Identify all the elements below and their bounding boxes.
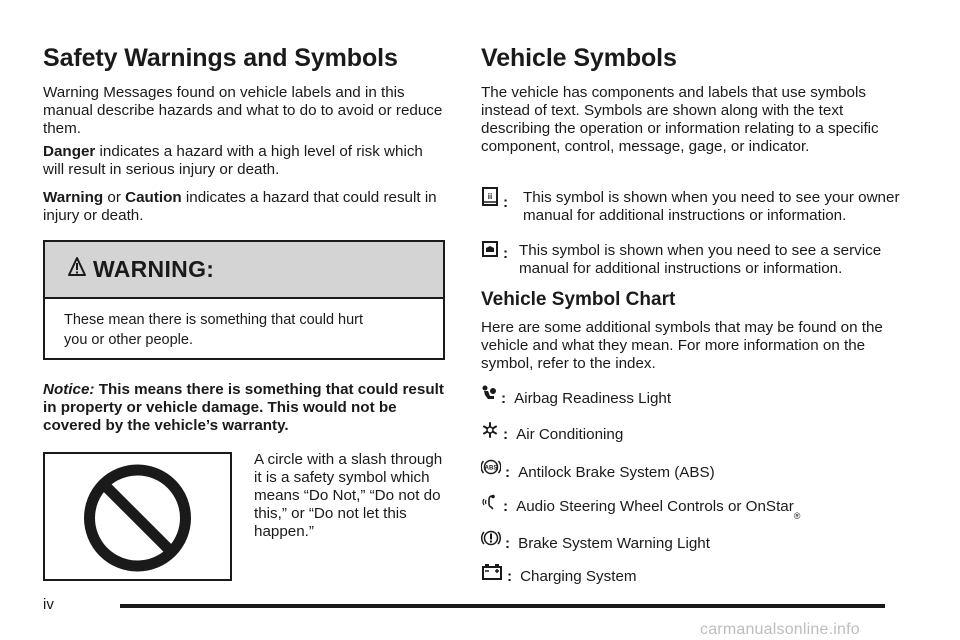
- battery-icon: [481, 563, 503, 586]
- page-number: iv: [43, 596, 54, 613]
- symbol-label: Brake System Warning Light: [518, 535, 710, 552]
- warning-triangle-icon: [67, 256, 87, 283]
- owner-manual-text: [523, 189, 903, 225]
- footer-rule: [120, 604, 885, 608]
- symbol-label: Audio Steering Wheel Controls or OnStar: [516, 498, 794, 515]
- symbol-label: Airbag Readiness Light: [514, 390, 672, 407]
- section-title-safety: Safety Warnings and Symbols: [43, 44, 398, 72]
- owner-manual-desc: This symbol is shown when you need to see your owner manual for additional instructions or information.: [523, 189, 900, 224]
- watermark: carmanualsonline.info: [700, 621, 860, 638]
- notice-label: Notice:: [43, 381, 95, 398]
- danger-text: indicates a hazard with a high level of risk which will result in serious injury or death.: [43, 143, 423, 178]
- or-text: or: [103, 189, 126, 206]
- warning-paragraph: [43, 189, 448, 225]
- brake-warning-icon: [481, 528, 501, 553]
- warning-box-body: [45, 299, 443, 350]
- section-title-vehicle-symbols: Vehicle Symbols: [481, 44, 677, 72]
- steering-wheel-audio-icon: [481, 493, 499, 516]
- vehicle-symbol-chart-title: Vehicle Symbol Chart: [481, 289, 676, 310]
- colon: :: [505, 535, 511, 552]
- symbol-row: : Audio Steering Wheel Controls or OnStar ®: [481, 493, 800, 516]
- symbol-row: [481, 385, 671, 408]
- warning-text: indicates a hazard that could result in injury or death.: [43, 189, 437, 224]
- notice-paragraph: [43, 381, 448, 435]
- symbol-label: Antilock Brake System (ABS): [518, 464, 715, 481]
- warning-box: [43, 240, 445, 360]
- colon: :: [507, 568, 513, 585]
- symbol-label: Charging System: [520, 568, 637, 585]
- symbol-row: [481, 563, 637, 586]
- symbol-row: [481, 457, 715, 482]
- danger-paragraph: [43, 143, 423, 179]
- air-conditioning-icon: [481, 421, 499, 444]
- intro-paragraph: Warning Messages found on vehicle labels and in this manual describe hazards and what to do to avoid or reduce them.: [43, 84, 443, 137]
- colon: :: [503, 498, 509, 515]
- warning-body-line1: These mean there is something that could hurt: [64, 312, 364, 328]
- symbol-row: [481, 421, 623, 444]
- warning-box-title: WARNING:: [93, 256, 215, 282]
- warning-box-header: [45, 242, 443, 299]
- colon: :: [503, 245, 509, 262]
- caution-label: Caution: [125, 189, 182, 206]
- colon: :: [503, 194, 509, 211]
- danger-label: Danger: [43, 143, 96, 160]
- notice-text: This means there is something that could result in property or vehicle damage. This would not be covered by the vehicle’s warranty.: [43, 381, 444, 434]
- circle-slash-description: A circle with a slash through it is a safety symbol which means “Do Not,” “Do not do this,” or “Do not let this happen.”: [254, 451, 443, 540]
- service-manual-desc: This symbol is shown when you need to see a service manual for additional instructions or information.: [519, 242, 882, 277]
- warning-body-line2: you or other people.: [64, 332, 193, 348]
- symbol-row: [481, 528, 710, 553]
- service-manual-text: [519, 242, 899, 278]
- vehicle-symbols-intro: The vehicle has components and labels that use symbols instead of text. Symbols are shown along with the text describing the operation or information relating to a specific component, control, message, gage, or indicator.: [481, 84, 879, 155]
- do-not-symbol-box: [43, 452, 232, 581]
- airbag-icon: [481, 385, 497, 408]
- owner-manual-book-icon: [481, 187, 499, 212]
- service-manual-icon: [481, 240, 499, 263]
- warning-label: Warning: [43, 189, 104, 206]
- abs-icon: [481, 457, 501, 482]
- service-manual-line: [481, 240, 516, 263]
- chart-intro: Here are some additional symbols that may be found on the vehicle and what they mean. For more information on the symbol, refer to the index.: [481, 319, 883, 372]
- svg-text:ABS: ABS: [484, 465, 498, 472]
- symbol-label: Air Conditioning: [516, 426, 624, 443]
- colon: :: [501, 390, 507, 407]
- do-not-circle-slash-icon: [45, 454, 230, 579]
- colon: :: [503, 426, 509, 443]
- svg-text:ii: ii: [487, 192, 493, 201]
- colon: :: [505, 464, 511, 481]
